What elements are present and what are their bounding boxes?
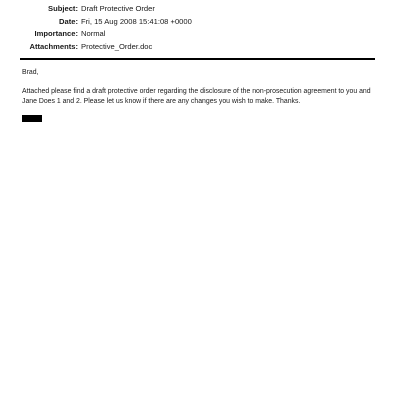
subject-label: Subject: [48,4,78,13]
email-header-block [0,3,400,53]
date-value: Fri, 15 Aug 2008 15:41:08 +0000 [81,16,192,26]
attachments-row [0,41,400,54]
importance-row [0,28,400,41]
attachments-label: Attachments: [29,41,78,51]
email-body [22,68,377,106]
importance-value: Normal [81,29,106,38]
importance-label: Importance: [34,29,78,38]
subject-row [0,3,400,16]
salutation: Brad, [22,69,39,76]
date-row [0,16,400,29]
attachment-filename[interactable]: Protective_Order.doc [81,41,153,51]
header-divider [20,58,375,60]
redaction-box [22,115,42,122]
date-label: Date: [59,16,78,26]
body-paragraph: Attached please find a draft protective order regarding the disclosure of the non-prosecution agreement to you and Jane Does 1 and 2. Please let us know if there are any changes you wish to make. Thanks. [22,88,371,105]
subject-value: Draft Protective Order [81,4,155,13]
